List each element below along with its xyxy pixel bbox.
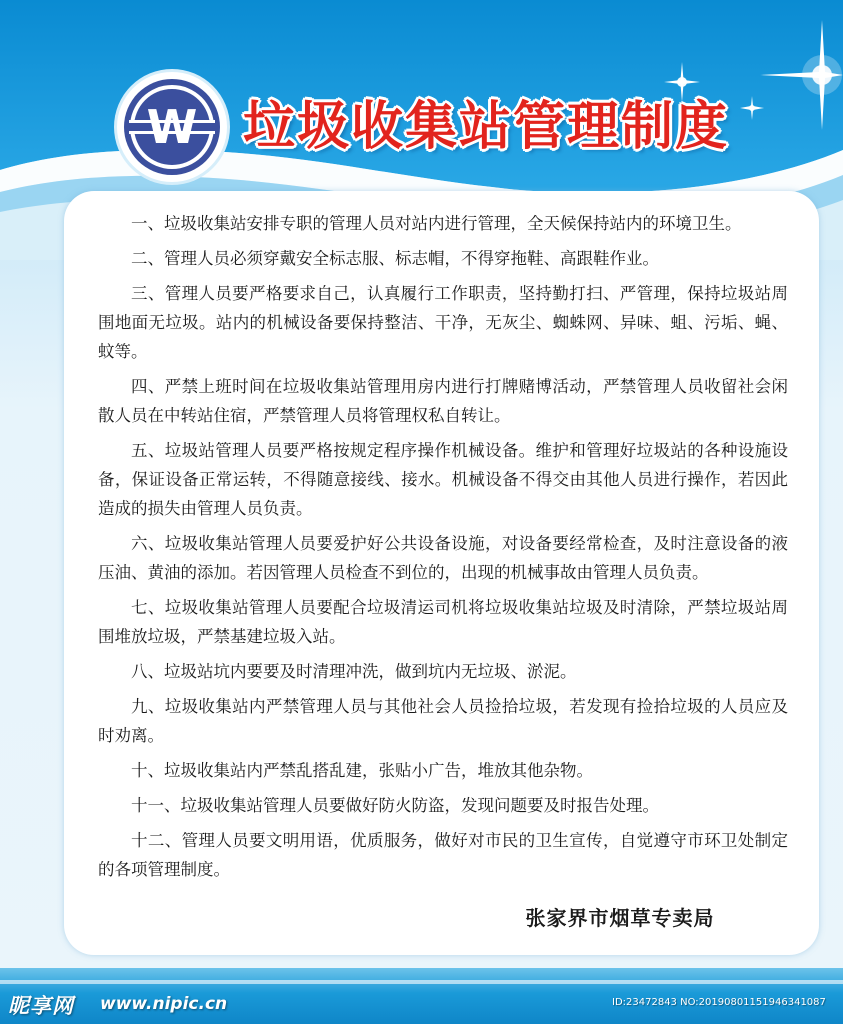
w-logo-icon [117,72,227,182]
watermark-id: ID:23472843 NO:20190801151946341087 [612,997,826,1008]
rule-item: 三、管理人员要严格要求自己，认真履行工作职责，坚持勤打扫、严管理，保持垃圾站周围地面无垃圾。站内的机械设备要保持整洁、干净，无灰尘、蜘蛛网、异味、蛆、污垢、蝇、蚊等。 [98,284,788,361]
rule-item: 二、管理人员必须穿戴安全标志服、标志帽，不得穿拖鞋、高跟鞋作业。 [131,249,659,268]
logo-letter: W [146,100,198,154]
watermark-url: www.nipic.cn [100,994,228,1014]
watermark-site-name: 昵享网 [8,994,74,1018]
rule-item: 十、垃圾收集站内严禁乱搭乱建，张贴小广告，堆放其他杂物。 [131,761,593,780]
issuer-signature: 张家界市烟草专卖局 [525,906,715,930]
page-title: 垃圾收集站管理制度 [243,97,730,157]
rule-item: 一、垃圾收集站安排专职的管理人员对站内进行管理，全天候保持站内的环境卫生。 [131,214,742,233]
footer-divider [0,980,843,984]
rules-list [98,209,788,890]
rule-item: 十一、垃圾收集站管理人员要做好防火防盗，发现问题要及时报告处理。 [131,796,659,815]
logo-emblem [117,72,227,182]
rule-item: 四、严禁上班时间在垃圾收集站管理用房内进行打牌赌博活动，严禁管理人员收留社会闲散人员在中转站住宿，严禁管理人员将管理权私自转让。 [98,377,788,425]
rule-item: 六、垃圾收集站管理人员要爱护好公共设备设施，对设备要经常检查，及时注意设备的液压油、黄油的添加。若因管理人员检查不到位的，出现的机械事故由管理人员负责。 [98,534,788,582]
rule-item: 八、垃圾站坑内要要及时清理冲洗，做到坑内无垃圾、淤泥。 [131,662,577,681]
rule-item: 十二、管理人员要文明用语，优质服务，做好对市民的卫生宣传，自觉遵守市环卫处制定的各项管理制度。 [98,831,788,879]
rule-item: 九、垃圾收集站内严禁管理人员与其他社会人员捡拾垃圾，若发现有捡拾垃圾的人员应及时劝离。 [98,697,788,745]
rule-item: 七、垃圾收集站管理人员要配合垃圾清运司机将垃圾收集站垃圾及时清除，严禁垃圾站周围堆放垃圾，严禁基建垃圾入站。 [98,598,788,646]
rule-item: 五、垃圾站管理人员要严格按规定程序操作机械设备。维护和管理好垃圾站的各种设施设备，保证设备正常运转，不得随意接线、接水。机械设备不得交由其他人员进行操作，若因此造成的损失由管理人员负责。 [98,441,788,518]
